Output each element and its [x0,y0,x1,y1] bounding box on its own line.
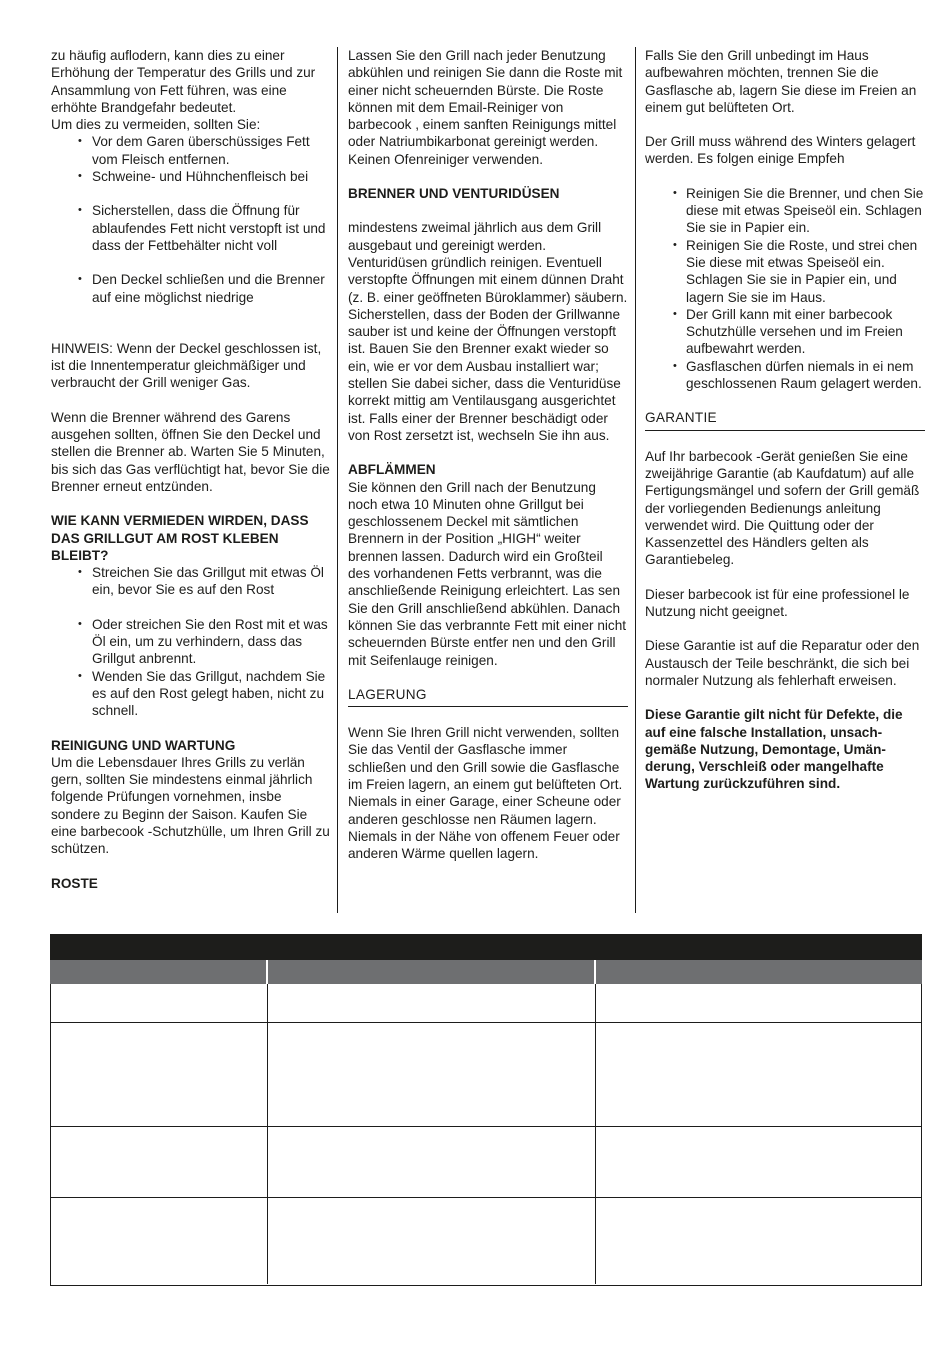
list-item: • Der Grill kann mit einer barbecook Schutzhülle versehen und im Freien aufbewahrt werden. [645,306,925,358]
list-item: • Oder streichen Sie den Rost mit et was Öl ein, um zu verhindern, dass das Grillgut anbrennt. [51,616,334,668]
table-cell [595,1198,922,1284]
fett-bullet-list [51,133,334,305]
table-header-cell [594,960,922,984]
table-cell [267,1127,595,1197]
intro-lead: Um dies zu vermeiden, sollten Sie: [51,117,261,133]
winter-paragraph: Der Grill muss während des Winters gelagert werden. Es folgen einige Empfeh [645,134,916,167]
roste-paragraph: Lassen Sie den Grill nach jeder Benutzung abkühlen und reinigen Sie dann die Roste mit einer nicht scheuernden Bürste. Die Roste können mit dem Email-Reiniger von barbecook , einem sanften Reinigungs mittel oder Natriumbikarbonat gereinigt werden. Keinen Ofenreiniger verwenden. [348,48,623,167]
table-row [51,1127,921,1198]
table-title-bar [50,934,922,960]
haus-paragraph: Falls Sie den Grill unbedingt im Haus aufbewahren möchten, trennen Sie die Gasflasche ab, lagern Sie diese im Freien an einem gut belüfteten Ort. [645,48,917,115]
list-item: • Sicherstellen, dass die Öffnung für ablaufendes Fett nicht verstopft ist und dass der Fettbehälter nicht voll [51,202,334,254]
list-item: • Schweine- und Hühnchenfleisch bei [51,168,334,185]
brenner-paragraph: Wenn die Brenner während des Garens ausgehen sollten, öffnen Sie den Deckel und stellen die Brenner ab. Warten Sie 5 Minuten, bis sich das Gas verflüchtigt hat, bevor Sie die Brenner erneut entzünden. [51,409,330,494]
table-header-cell [266,960,595,984]
heading-roste: ROSTE [51,875,98,891]
table-cell [595,984,922,1022]
column-divider [635,47,636,913]
table-cell [51,984,266,1022]
list-item: • Den Deckel schließen und die Brenner auf eine möglichst niedrige [51,271,334,306]
abflammen-paragraph: Sie können den Grill nach der Benutzung noch etwa 10 Minuten ohne Grillgut bei geschlossenem Deckel mit sämtlichen Brennern in der Position „HIGH“ weiter brennen lassen. Dadurch wird ein Großteil des vorhandenen Fetts verbrannt, was die anschließende Reinigung erleichtert. Las sen Sie den Grill anschließend abkühlen. Danach können Sie das verbrannte Fett mit einer nicht scheuernden Bürste entfer nen und den Grill mit Seifenlauge reinigen. [348,479,627,668]
list-item: • Vor dem Garen überschüssiges Fett vom Fleisch entfernen. [51,133,334,168]
table-cell [595,1023,922,1126]
table-cell [51,1023,266,1126]
table-cell [267,1023,595,1126]
heading-garantie: GARANTIE [645,409,925,430]
heading-kleben: WIE KANN VERMIEDEN WIRDEN, DASS DAS GRILLGUT AM ROST KLEBEN BLEIBT? [51,513,309,563]
garantie-exclusions: Diese Garantie gilt nicht für Defekte, die auf eine falsche Installation, unsach- gemäße Nutzung, Demontage, Umän- derung, Verschleiß oder mangelhafte Wartung zurückzuführen sind. [645,707,903,792]
table-cell [51,1198,266,1284]
winter-bullet-list [645,185,925,393]
kleben-bullet-list [51,564,334,719]
text-column-3 [645,47,925,793]
text-column-1 [51,47,334,892]
column-divider [337,47,338,913]
table-header-row [50,960,922,984]
table-cell [595,1127,922,1197]
list-item: • Wenden Sie das Grillgut, nachdem Sie es auf den Rost gelegt haben, nicht zu schnell. [51,668,334,720]
garantie-paragraph: Auf Ihr barbecook -Gerät genießen Sie eine zweijährige Garantie (ab Kaufdatum) auf alle Fertigungsmängel und sofern der Grill gemäß der vorliegenden Bedienungs anleitung verwendet wird. Die Quittung oder der Kassenzettel des Händlers gelten als Garantiebeleg. [645,448,920,568]
list-item: • Streichen Sie das Grillgut mit etwas Öl ein, bevor Sie es auf den Rost [51,564,334,599]
brenner-venturi-paragraph: mindestens zweimal jährlich aus dem Grill ausgebaut und gereinigt werden. Venturidüsen gründlich reinigen. Eventuell verstopfte Öffnungen mit einem dünnen Draht (z. B. einer geöffneten Büroklammer) säubern. Sicherstellen, dass der Boden der Grillwanne sauber ist und keine der Öffnungen verstopft ist. Bauen Sie den Brenner exakt wieder so ein, wie er vor dem Ausbau installiert war; stellen Sie dabei sicher, dass die Venturidüse korrekt mittig am Ventilausgang ausgerichtet ist. Falls einer der Brenner beschädigt oder von Rost zersetzt ist, wechseln Sie ihn aus. [348,220,628,443]
garantie-paragraph: Diese Garantie ist auf die Reparatur oder den Austausch der Teile beschränkt, die sich bei normaler Nutzung als fehlerhaft erweisen. [645,638,920,688]
heading-brenner: BRENNER UND VENTURIDÜSEN [348,186,560,202]
heading-abflammen: ABFLÄMMEN [348,462,436,478]
heading-lagerung: LAGERUNG [348,686,628,707]
table-row [51,1023,921,1127]
troubleshooting-table [50,934,922,1286]
garantie-paragraph: Dieser barbecook ist für eine professionel le Nutzung nicht geeignet. [645,586,910,620]
table-row [51,1198,921,1284]
list-item: • Reinigen Sie die Roste, und strei chen Sie diese mit etwas Speiseöl ein. Schlagen Sie sie in Papier ein, und lagern Sie sie im Haus. [645,237,925,306]
table-cell [267,984,595,1022]
heading-reinigung: REINIGUNG UND WARTUNG [51,737,236,753]
lagerung-paragraph: Wenn Sie Ihren Grill nicht verwenden, sollten Sie das Ventil der Gasflasche immer schließen und den Grill sowie die Gasflasche im Freien lagern, an einem gut belüfteten Ort. Niemals in einer Garage, einer Scheune oder anderen geschlosse nen Räumen lagern. Niemals in der Nähe von offenem Feuer oder anderen Wärme quellen lagern. [348,725,623,862]
text-column-2 [348,47,628,862]
reinigung-paragraph: Um die Lebensdauer Ihres Grills zu verlän gern, sollten Sie mindestens einmal jährlich folgende Prüfungen vornehmen, insbe sondere zu Beginn der Saison. Kaufen Sie eine barbecook -Schutzhülle, um Ihren Grill zu schützen. [51,754,330,857]
hinweis-paragraph: HINWEIS: Wenn der Deckel geschlossen ist, ist die Innentemperatur gleichmäßiger und verbraucht der Grill weniger Gas. [51,340,322,391]
intro-paragraph: zu häufig auflodern, kann dies zu einer Erhöhung der Temperatur des Grills und zur Ansammlung von Fett führen, was eine erhöhte Brandgefahr bedeutet. [51,48,316,115]
table-row [51,984,921,1023]
list-item: • Reinigen Sie die Brenner, und chen Sie diese mit etwas Speiseöl ein. Schlagen Sie sie in Papier ein. [645,185,925,237]
table-header-cell [50,960,265,984]
table-cell [51,1127,266,1197]
list-item: • Gasflaschen dürfen niemals in ei nem geschlossenen Raum gelagert werden. [645,358,925,393]
table-cell [267,1198,595,1284]
table-body [50,984,922,1286]
